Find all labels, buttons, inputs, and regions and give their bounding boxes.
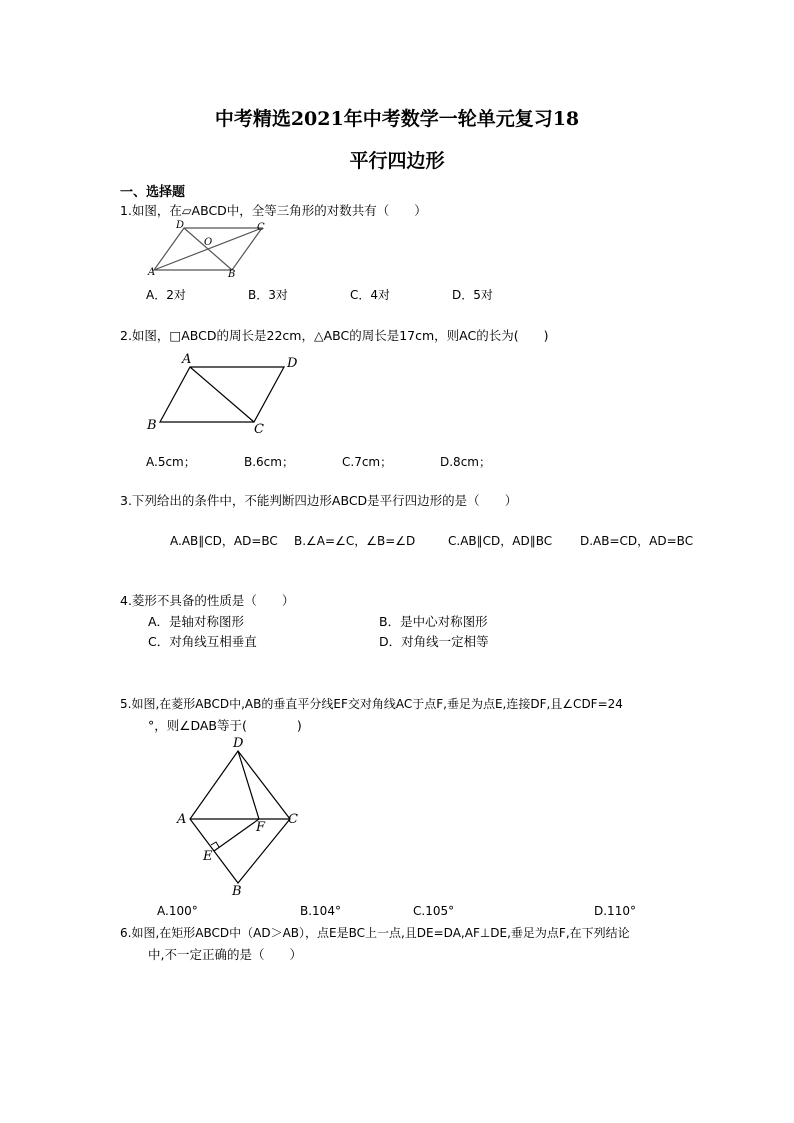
question-3-option-d: D.AB=CD，AD=BC (580, 534, 694, 548)
question-5-option-c: C.105° (413, 904, 455, 918)
question-3-option-c: C.AB∥CD，AD∥BC (448, 534, 553, 548)
question-2-option-a: A.5cm； (146, 455, 196, 469)
figure-label: C (254, 422, 264, 437)
question-4-option-b: B．是中心对称图形 (379, 614, 488, 629)
figure-label: D (287, 356, 298, 371)
figure-label: B (232, 884, 242, 899)
question-1-option-b: B．3对 (248, 288, 288, 302)
question-5-figure (172, 735, 312, 900)
question-1-option-d: D．5对 (452, 288, 493, 302)
question-1-option-a: A．2对 (146, 288, 186, 302)
question-4-option-a: A．是轴对称图形 (148, 614, 245, 629)
figure-label: D (233, 736, 244, 751)
figure-label: E (203, 849, 213, 864)
figure-label: B (228, 269, 236, 280)
figure-label: F (256, 820, 266, 835)
question-2-option-d: D.8cm； (440, 455, 491, 469)
question-3-option-b: B.∠A=∠C，∠B=∠D (294, 534, 416, 548)
figure-label: A (148, 267, 156, 278)
page-title: 中考精选2021年中考数学一轮单元复习18 (214, 108, 580, 130)
question-1-stem: 1.如图，在▱ABCD中，全等三角形的对数共有（ ） (120, 203, 427, 218)
question-2-stem: 2.如图，□ABCD的周长是22cm，△ABC的周长是17cm，则AC的长为( ) (120, 328, 549, 343)
figure-label: A (182, 352, 192, 367)
page-subtitle: 平行四边形 (349, 150, 445, 172)
question-2-option-c: C.7cm； (342, 455, 393, 469)
question-4-option-d: D．对角线一定相等 (379, 634, 489, 649)
question-4-stem: 4.菱形不具备的性质是（ ） (120, 593, 295, 608)
figure-label: C (257, 222, 265, 233)
figure-label: B (147, 418, 157, 433)
question-1-option-c: C．4对 (350, 288, 391, 302)
figure-label: A (177, 812, 187, 827)
question-5-option-a: A.100° (157, 904, 198, 918)
question-6-stem-line1: 6.如图,在矩形ABCD中（AD＞AB），点E是BC上一点,且DE=DA,AF⊥DE,垂足为点F,在下列结论 (120, 926, 630, 940)
question-5-option-d: D.110° (594, 904, 636, 918)
question-3-option-a: A.AB∥CD，AD=BC (170, 534, 278, 548)
question-1-figure (146, 220, 276, 280)
question-5-option-b: B.104° (300, 904, 341, 918)
question-6-stem-line2: 中,不一定正确的是（ ） (148, 947, 302, 962)
question-5-stem-line1: 5.如图,在菱形ABCD中,AB的垂直平分线EF交对角线AC于点F,垂足为点E,连接DF,且∠CDF=24 (120, 697, 623, 711)
question-4-option-c: C．对角线互相垂直 (148, 634, 257, 649)
figure-label: D (176, 220, 185, 231)
question-3-stem: 3.下列给出的条件中，不能判断四边形ABCD是平行四边形的是（ ） (120, 493, 518, 508)
section-heading: 一、选择题 (120, 185, 186, 200)
figure-label: O (204, 237, 213, 248)
question-2-figure (144, 350, 304, 435)
question-5-stem-line2: °，则∠DAB等于( ) (148, 718, 302, 733)
figure-label: C (288, 812, 298, 827)
question-2-option-b: B.6cm； (244, 455, 294, 469)
